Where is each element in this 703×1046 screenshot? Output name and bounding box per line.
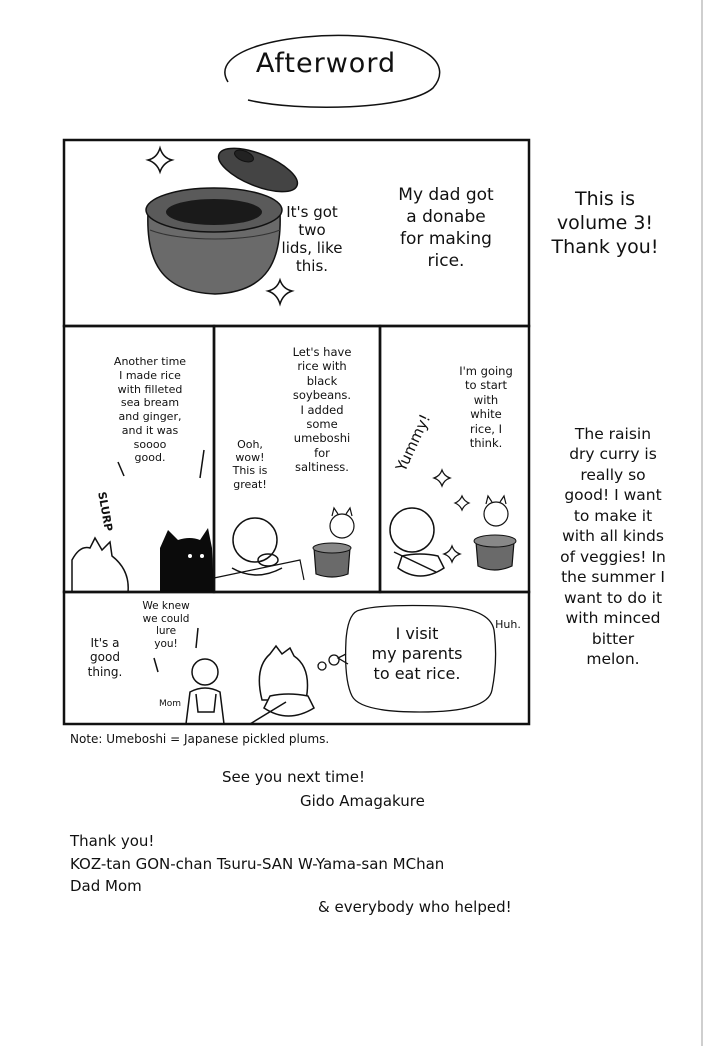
cat-face-icon xyxy=(484,496,508,526)
thanks-family: Dad Mom xyxy=(70,877,142,895)
mom-figure-icon xyxy=(186,659,224,724)
mom-label: Mom xyxy=(158,699,182,709)
cat-face-icon xyxy=(330,508,354,538)
panel-2-speech: Another time I made rice with filleted sea bream and ginger, and it was soooo good. xyxy=(113,355,187,465)
thanks-heading: Thank you! xyxy=(70,832,155,850)
curry-note: The raisin dry curry is really so good! I want to make it with all kinds of veggies! In the summer I want to do it with minced bitter melon. xyxy=(560,425,666,668)
good-thing-speech: It's a good thing. xyxy=(87,636,123,679)
panel-1-narration: My dad got a donabe for making rice. xyxy=(398,185,494,272)
author-name: Gido Amagakure xyxy=(300,792,425,810)
thanks-names: KOZ-tan GON-chan Tsuru-SAN W-Yama-san MChan xyxy=(70,855,445,873)
yummy-sfx: Yummy! xyxy=(392,411,435,475)
small-pot-icon xyxy=(313,543,351,577)
black-cat-icon xyxy=(160,528,214,592)
panel-3-speech: Let's have rice with black soybeans. I added some umeboshi for saltiness. xyxy=(292,345,352,474)
slurp-sfx: SLURP xyxy=(95,490,115,533)
see-you-text: See you next time! xyxy=(222,768,365,786)
person-eating-rice-icon xyxy=(250,646,314,724)
visit-balloon-text: I visit my parents to eat rice. xyxy=(371,624,463,683)
thanks-everybody: & everybody who helped! xyxy=(318,898,512,916)
mom-speech: We knew we could lure you! xyxy=(142,600,190,650)
person-with-bowl-icon xyxy=(390,508,444,576)
lids-caption: It's got two lids, like this. xyxy=(281,203,343,275)
panel-4-speech: I'm going to start with white rice, I think. xyxy=(459,364,513,450)
sparkle-icon xyxy=(434,470,469,562)
pot-with-lid-icon xyxy=(474,535,516,570)
donabe-pot-icon xyxy=(146,188,282,294)
umeboshi-footnote: Note: Umeboshi = Japanese pickled plums. xyxy=(70,732,330,746)
huh-speech: Huh. xyxy=(495,618,521,631)
person-eating-icon xyxy=(232,518,282,575)
person-head-icon xyxy=(72,538,128,592)
cat-speech: Ooh, wow! This is great! xyxy=(232,438,268,491)
volume-note: This is volume 3! Thank you! xyxy=(551,188,659,258)
page-title: Afterword xyxy=(255,48,397,79)
